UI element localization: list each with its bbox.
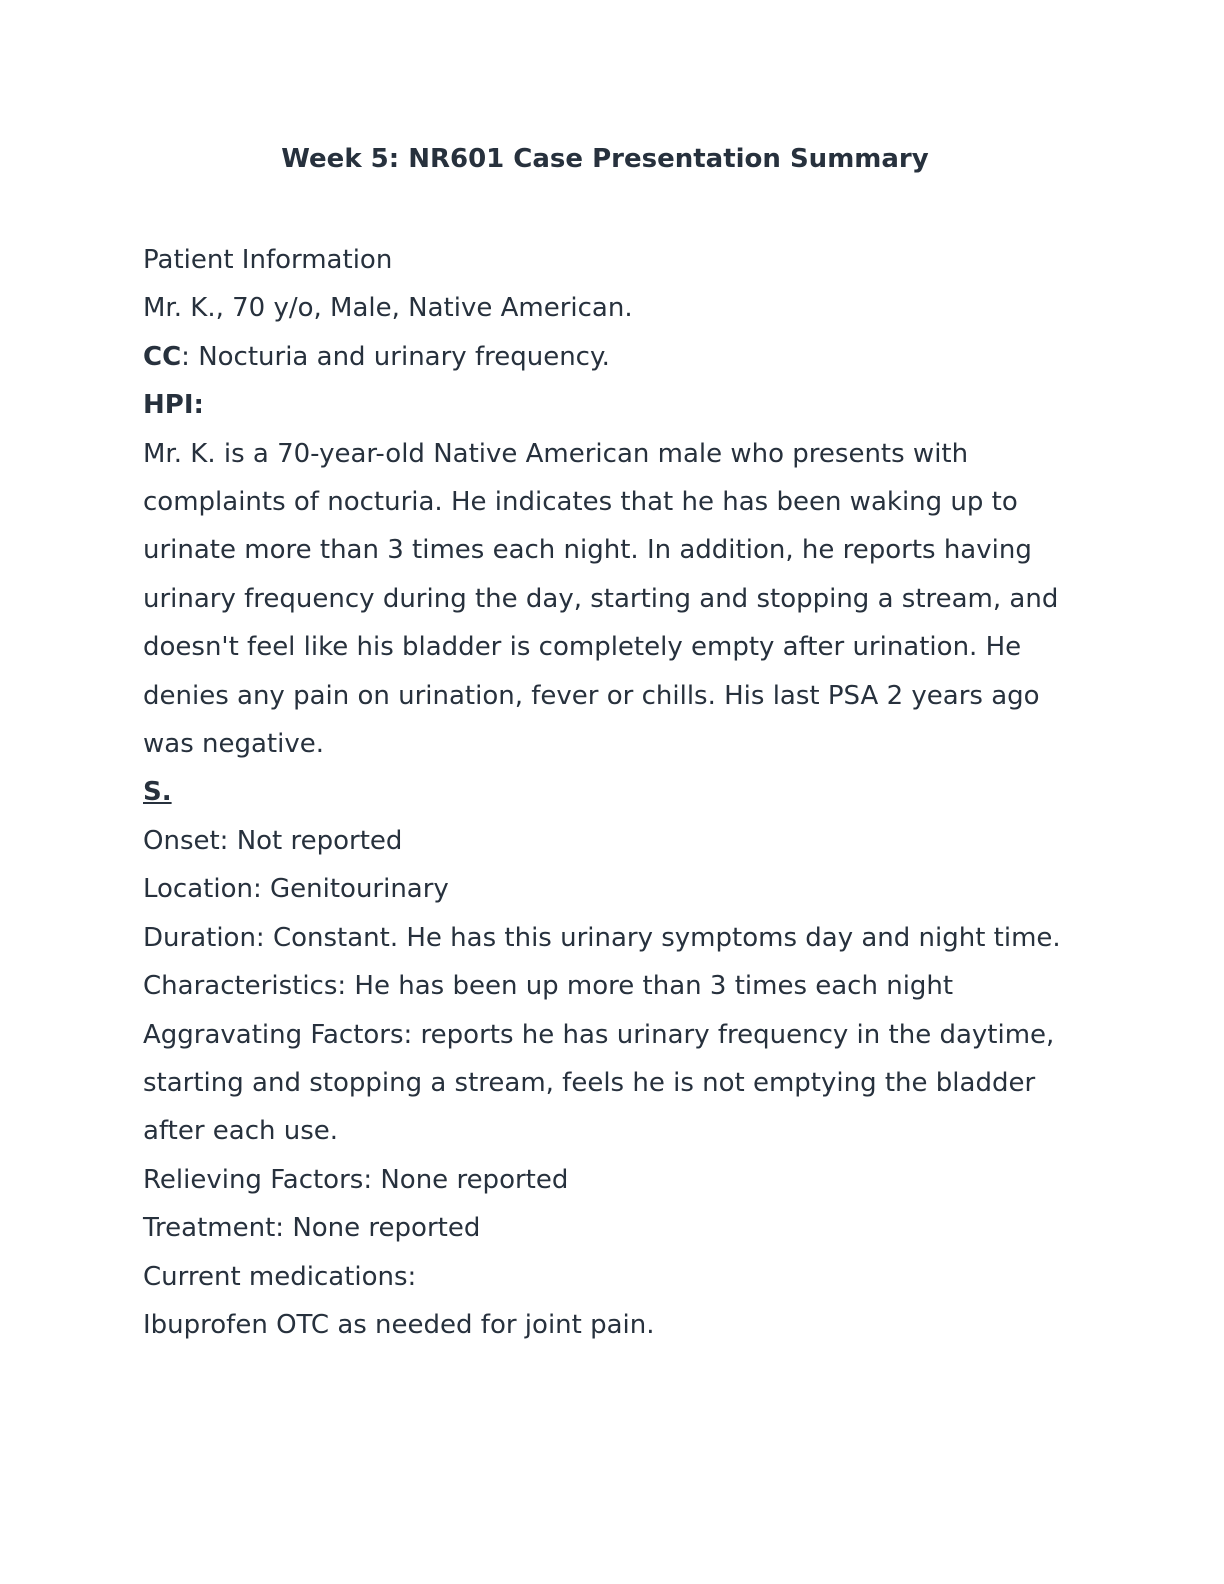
- patient-demographics: Mr. K., 70 y/o, Male, Native American.: [143, 293, 633, 324]
- document-title: Week 5: NR601 Case Presentation Summary: [281, 144, 929, 174]
- duration-line: Duration: Constant. He has this urinary symptoms day and night time.: [143, 922, 1061, 953]
- document-body: [143, 236, 1078, 1349]
- subjective-heading: [143, 768, 1078, 816]
- chief-complaint: [143, 333, 1078, 381]
- hpi-text: Mr. K. is a 70-year-old Native American male who presents with complaints of nocturia. He indicates that he has been waking up to urinate more than 3 times each night. In addition, he reports having urinary frequency during the day, starting and stopping a stream, and doesn't feel like his bladder is completely empty after urination. He denies any pain on urination, fever or chills. His last PSA 2 years ago was negative.: [143, 438, 1059, 760]
- patient-info-heading: Patient Information: [143, 245, 393, 275]
- relieving-factors-line: Relieving Factors: None reported: [143, 1164, 569, 1195]
- hpi-label: HPI:: [143, 390, 204, 421]
- subjective-label: S.: [143, 777, 172, 808]
- aggravating-factors-line: Aggravating Factors: reports he has urinary frequency in the daytime, starting and stopping a stream, feels he is not emptying the bladder after each use.: [143, 1019, 1055, 1147]
- cc-text: : Nocturia and urinary frequency.: [181, 341, 610, 372]
- onset-line: Onset: Not reported: [143, 825, 403, 856]
- medications-heading: Current medications:: [143, 1261, 417, 1292]
- treatment-line: Treatment: None reported: [143, 1213, 481, 1244]
- cc-label: CC: [143, 341, 182, 372]
- medications-line: Ibuprofen OTC as needed for joint pain.: [143, 1309, 655, 1340]
- location-line: Location: Genitourinary: [143, 874, 449, 905]
- characteristics-line: Characteristics: He has been up more than 3 times each night: [143, 971, 954, 1002]
